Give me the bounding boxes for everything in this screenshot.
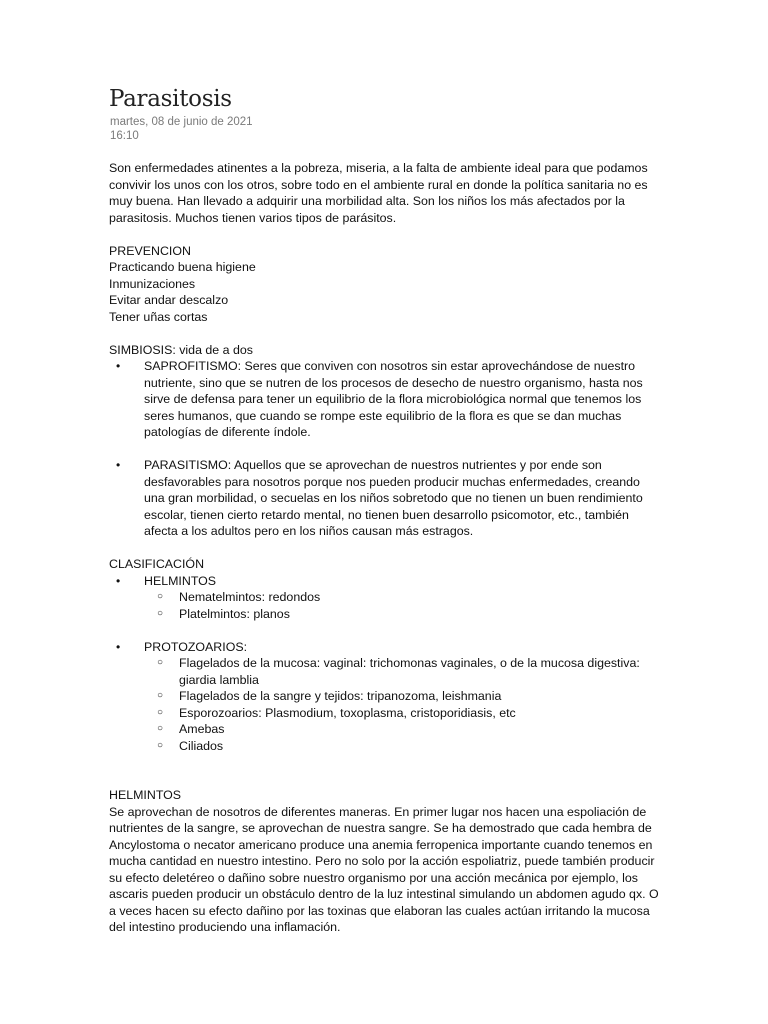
helmintos-label: HELMINTOS [144,573,217,588]
saprofitismo-item: • SAPROFITISMO: Seres que conviven con nosotros sin estar aprovechándose de nuestro nutriente, sino que se nutren de los procesos de desecho de nuestro organismo, hasta nos sirve de defensa para tener un equilibrio de la flora microbiológica normal que tenemos los seres humanos, que cuando se rompe este equilibrio de la flora es que se dan muchas patologías de diferente índole. [109,358,659,441]
prevencion-item: Evitar andar descalzo [109,293,229,307]
prevencion-heading: PREVENCION [109,243,191,258]
prevencion-item: Inmunizaciones [109,276,196,291]
clasificacion-list [109,573,659,590]
page-title: Parasitosis [109,86,232,112]
simbiosis-heading: SIMBIOSIS: vida de a dos [109,342,253,357]
prevencion-item: Tener uñas cortas [109,309,208,324]
helmintos-item [109,573,659,590]
protozoarios-sublist [109,655,659,754]
sublist-item: ○ Esporozoarios: Plasmodium, toxoplasma, cristoporidiasis, etc [109,705,659,722]
sublist-item: ○ Flagelados de la mucosa: vaginal: trichomonas vaginales, o de la mucosa digestiva: giardia lamblia [109,655,659,688]
helmintos-sublist [109,589,659,622]
helmintos-section-body: Se aprovechan de nosotros de diferentes maneras. En primer lugar nos hacen una espoliación de nutrientes de la sangre, se aprovechan de nuestra sangre. Se ha demostrado que cada hembra de Ancylostoma o necator americano produce una anemia ferropenica importante cuando tenemos en mucha cantidad en nuestro intestino. Pero no solo por la acción espoliatriz, puede también producir su efecto deletéreo o dañino sobre nuestro organismo por una acción mecánica por ejemplo, los ascaris pueden producir un obstáculo dentro de la luz intestinal simulando un abdomen agudo qx. O a veces hacen su efecto dañino por las toxinas que elaboran las cuales actúan irritando la mucosa del intestino produciendo una inflamación. [109,804,659,934]
document-body [109,160,659,936]
helmintos-section-heading: HELMINTOS [109,788,182,802]
sublist-item: ○ Platelmintos: planos [109,606,659,623]
intro-paragraph: Son enfermedades atinentes a la pobreza, miseria, a la falta de ambiente ideal para que podamos convivir los unos con los otros, sobre todo en el ambiente rural en donde la política sanitaria no es muy buena. Han llevado a adquirir una morbilidad alta. Son los niños los más afectados por la parasitosis. Muchos tienen varios tipos de parásitos. [109,161,648,225]
page-date: martes, 08 de junio de 2021 [110,116,253,128]
parasitismo-item: • PARASITISMO: Aquellos que se aprovechan de nuestros nutrientes y por ende son desfavorables para nosotros porque nos pueden producir muchas enfermedades, creando una gran morbilidad, o secuelas en los niños sobretodo que no tienen un buen rendimiento escolar, tienen cierto retardo mental, no tienen buen desarrollo psicomotor, etc., también afecta a los adultos pero en los niños causan más estragos. [109,457,659,540]
list-spacer [109,441,659,458]
simbiosis-list [109,358,659,540]
sublist-item: ○ Nematelmintos: redondos [109,589,659,606]
clasificacion-heading: CLASIFICACIÓN [109,557,205,571]
clasificacion-list-2 [109,639,659,656]
prevencion-item: Practicando buena higiene [109,260,256,274]
sublist-item: ○ Amebas [109,721,659,738]
sublist-item: ○ Flagelados de la sangre y tejidos: tripanozoma, leishmania [109,688,659,705]
sublist-item: ○ Ciliados [109,738,659,755]
protozoarios-item [109,639,659,656]
protozoarios-label: PROTOZOARIOS: [144,639,248,654]
page-time: 16:10 [110,130,139,142]
